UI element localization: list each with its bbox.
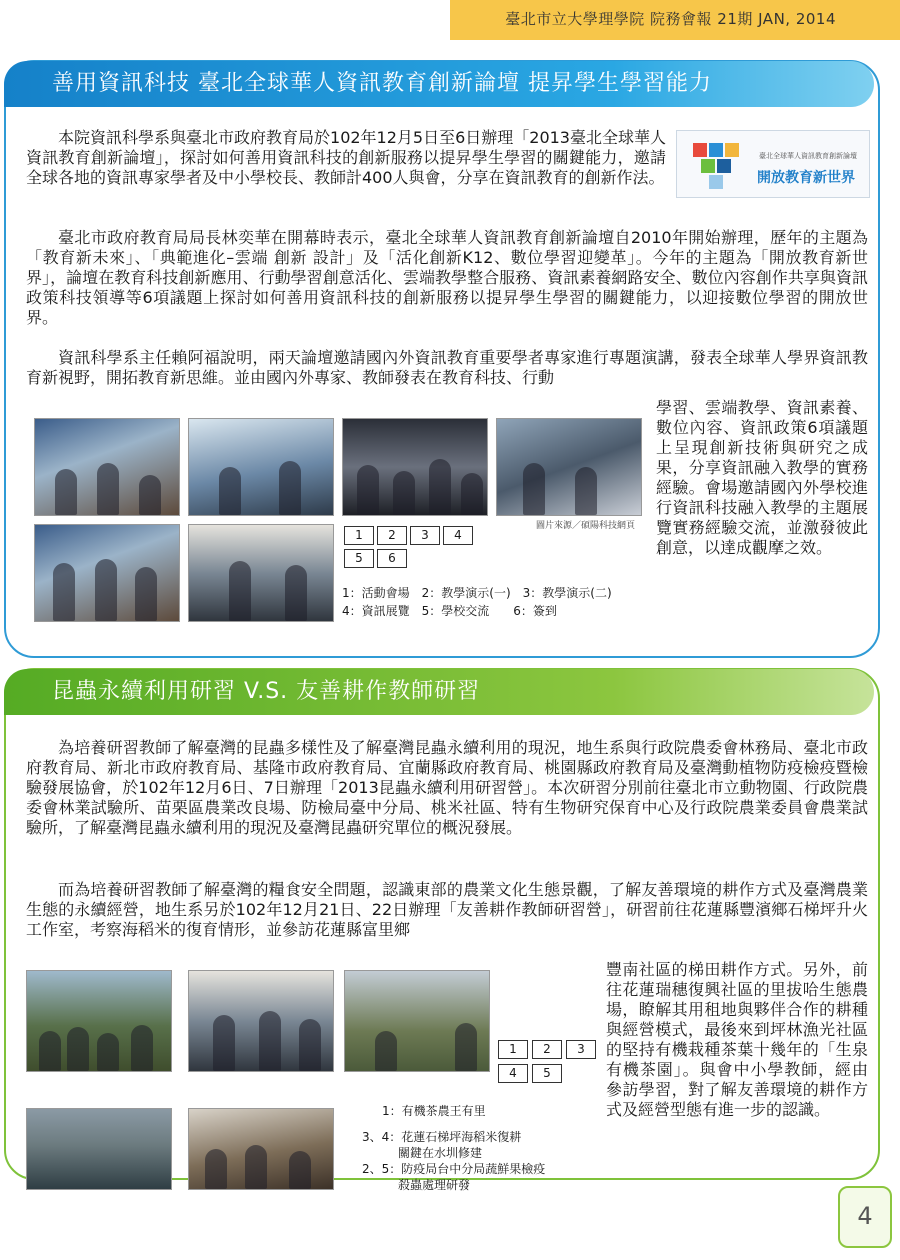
- photo-number: 1: [498, 1040, 528, 1059]
- logo-cube-icon: [709, 143, 723, 157]
- section-title: 昆蟲永續利用研習 V.S. 友善耕作教師研習: [4, 669, 874, 715]
- page-number-box: [838, 1186, 892, 1248]
- photo-venue: [34, 418, 180, 516]
- logo-cube-icon: [725, 143, 739, 157]
- article-paragraph: 而為培養研習教師了解臺灣的糧食安全問題，認識東部的農業文化生態景觀，了解友善環境的耕作方式及臺灣農業生態的永續經營，地生系另於102年12月21日、22日辦理「友善耕作教師研習營」，研習前往花蓮縣豐濱鄉石梯坪升火工作室，考察海稻米的復育情形，並參訪花蓮縣富里鄉: [26, 880, 868, 939]
- photo-sign-in: [188, 524, 334, 622]
- article-paragraph: 資訊科學系主任賴阿福說明，兩天論壇邀請國內外資訊教育重要學者專家進行專題演講，發表全球華人學界資訊教育新視野，開拓教育新思維。並由國內外專家、教師發表在教育科技、行動: [26, 348, 868, 387]
- photo-caption: 3、4：花蓮石梯坪海稻米復耕: [362, 1130, 522, 1144]
- photo-number: 6: [377, 549, 407, 568]
- logo-cube-icon: [693, 143, 707, 157]
- article-paragraph: 臺北市政府教育局局長林奕華在開幕時表示，臺北全球華人資訊教育創新論壇自2010年開始辦理，歷年的主題為「教育新未來」、「典範進化–雲端 創新 設計」及「活化創新K12、數位學習迎變革」。今年的主題為「開放教育新世界」，論壇在教育科技創新應用、行動學習創意活化、雲端教學整合服務、資訊素養網路安全、數位內容創作共享與資訊政策科技領導等6項議題上探討如何善用資訊科技的創新服務以提昇學生學習的關鍵能力，以迎接數位學習的開放世界。: [26, 228, 868, 327]
- photo-caption: 殺蟲處理研發: [362, 1178, 471, 1192]
- photo-number: 5: [344, 549, 374, 568]
- article-paragraph-side: 豐南社區的梯田耕作方式。另外，前往花蓮瑞穗復興社區的里拔哈生態農場，瞭解其用租地與夥伴合作的耕種與經營模式，最後來到坪林漁光社區的堅持有機栽種茶葉十幾年的「生泉有機茶園」。與會中小學教師，經由參訪學習，對了解友善環境的耕作方式及經營型態有進一步的認識。: [606, 960, 868, 1119]
- newsletter-header: 臺北市立大學理學院 院務會報 21期 JAN, 2014: [505, 10, 836, 28]
- logo-title: 開放教育新世界: [757, 170, 855, 186]
- photo-school-exchange: [34, 524, 180, 622]
- photo-number: 1: [344, 526, 374, 545]
- section-title: 善用資訊科技 臺北全球華人資訊教育創新論壇 提昇學生學習能力: [4, 61, 874, 107]
- article-paragraph: 為培養研習教師了解臺灣的昆蟲多樣性及了解臺灣昆蟲永續利用的現況，地生系與行政院農委會林務局、臺北市政府教育局、新北市政府教育局、基隆市政府教育局、宜蘭縣政府教育局、桃園縣政府教育局及臺灣動植物防疫檢疫暨檢驗發展協會，於102年12月6日、7日辦理「2013昆蟲永續利用研習營」。本次研習分別前往臺北市立動物園、行政院農委會林業試驗所、苗栗區農業改良場、防檢局臺中分局、桃米社區、特有生物研究保育中心及行政院農業委員會農業試驗所，了解臺灣昆蟲永續利用的現況及臺灣昆蟲研究單位的概況發展。: [26, 738, 868, 837]
- article-paragraph-side: 學習、雲端教學、資訊素養、數位內容、資訊政策6項議題上呈現創新技術與研究之成果，分享資訊融入教學的實務經驗。會場邀請國內外學校進行資訊科技融入教學的主題展覽實務經驗交流，並激發彼此創意，以達成觀摩之效。: [656, 398, 868, 557]
- photo-credit: 圖片來源／碩陽科技網頁: [536, 521, 636, 531]
- photo-caption: 1：活動會場 2：教學演示(一) 3：教學演示(二): [342, 586, 612, 600]
- logo-cube-icon: [709, 175, 723, 189]
- photo-irrigation-channel: [344, 970, 490, 1072]
- photo-demo-2: [342, 418, 488, 516]
- photo-caption: 4：資訊展覽 5：學校交流 6：簽到: [342, 604, 557, 618]
- photo-number: 5: [532, 1064, 562, 1083]
- page-number: 4: [857, 1202, 873, 1230]
- logo-cube-icon: [701, 159, 715, 173]
- logo-subtitle: 臺北全球華人資訊教育創新論壇: [759, 152, 857, 160]
- photo-paddy-field: [26, 1108, 172, 1190]
- photo-number: 4: [498, 1064, 528, 1083]
- photo-tea-farmer: [26, 970, 172, 1072]
- photo-number: 4: [443, 526, 473, 545]
- photo-caption: 關鍵在水圳修建: [362, 1146, 483, 1160]
- photo-caption: 2、5：防疫局台中分局蔬鮮果檢疫: [362, 1162, 546, 1176]
- article-paragraph: 本院資訊科學系與臺北市政府教育局於102年12月5日至6日辦理「2013臺北全球華人資訊教育創新論壇」，探討如何善用資訊科技的創新服務以提昇學生學習的關鍵能力，邀請全球各地的資訊專家學者及中小學校長、教師計400人與會，分享在資訊教育的創新作法。: [26, 128, 666, 187]
- forum-logo: [676, 130, 870, 198]
- photo-number: 2: [377, 526, 407, 545]
- photo-exhibition: [496, 418, 642, 516]
- photo-number: 3: [566, 1040, 596, 1059]
- photo-demo-1: [188, 418, 334, 516]
- photo-number: 3: [410, 526, 440, 545]
- logo-cube-icon: [717, 159, 731, 173]
- photo-fruit-inspection: [188, 1108, 334, 1190]
- photo-number: 2: [532, 1040, 562, 1059]
- photo-caption: 1：有機茶農王有里: [382, 1104, 486, 1118]
- photo-lab-research: [188, 970, 334, 1072]
